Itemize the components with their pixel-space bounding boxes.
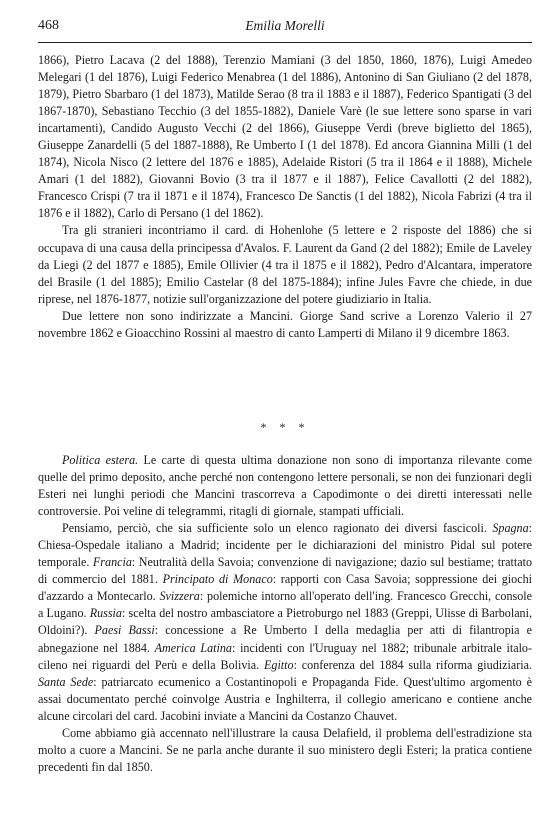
page-number: 468 <box>38 18 59 33</box>
running-title: Emilia Morelli <box>245 18 325 33</box>
paragraph-other-letters: Due lettere non sono indirizzate a Mancini. Giorge Sand scrive a Lorenzo Valerio il 27 novembre 1862 e Gioacchino Rossini al maestro di canto Lamperti di Milano il 9 dicembre 1863. <box>38 308 532 340</box>
page-header <box>38 18 532 40</box>
foreign-policy-label: Politica estera. <box>62 453 139 467</box>
fascicle-text: : Chiesa-Ospedale italiano a Madrid; incidente per le dichiarazioni del ministro Pidal sul potere temporale. <box>38 521 532 570</box>
country-heading: Russia <box>89 606 122 621</box>
section-correspondents <box>38 52 532 342</box>
fascicle-text: : patriarcato ecumenico a Costantinopoli e Propaganda Fide. Quest'ultimo argomento è assai documentato perché coinvolge Austria e Inghilterra, il collegio americano e contiene anche alcune circolari del card. Jacobini inviate a Mancini da Costanzo Chauvet. <box>38 674 532 723</box>
country-heading: Svizzera <box>159 589 200 604</box>
country-heading: Egitto <box>264 657 294 672</box>
paragraph-fascicles-list <box>38 520 532 725</box>
country-heading: Principato di Monaco <box>162 572 273 587</box>
fascicle-text: : scelta del nostro ambasciatore a Pietroburgo nel 1883 (Greppi, Ulisse di Barbolani, Oldoini?). <box>38 606 532 638</box>
fascicle-text: Pensiamo, perciò, che sia sufficiente solo un elenco ragionato dei diversi fascicoli. <box>62 521 493 536</box>
fascicle-text: : rapporti con Casa Savoia; soppressione dei giochi d'azzardo a Montecarlo. <box>38 572 532 604</box>
fascicle-text: : concessione a Re Umberto I della medaglia per atti di filantropia e abnegazione nel 1884. <box>38 623 532 655</box>
header-rule <box>38 42 532 43</box>
fascicle-text: : Neutralità della Savoia; convenzione di navigazione; dazio sul bestiame; trattato di commercio del 1881. <box>38 555 532 587</box>
country-heading: Francia <box>92 555 132 570</box>
fascicle-text: : incidenti con l'Uruguay nel 1882; tribunale arbitrale italo-cileno nei riguardi del Perù e della Bolivia. <box>38 640 533 672</box>
country-heading: Santa Sede <box>38 674 94 689</box>
fascicle-text: : conferenza del 1884 sulla riforma giudiziaria. <box>293 657 532 672</box>
paragraph-correspondents-italian: 1866), Pietro Lacava (2 del 1888), Terenzio Mamiani (3 del 1850, 1860, 1876), Luigi Amedeo Melegari (1 del 1876), Luigi Federico Menabrea (1 del 1886), Antonino di San Giuliano (2 del 1878, 1879), Pietro Sbarbaro (1 del 1873), Matilde Serao (8 tra il 1883 e il 1887), Federico Spantigati (3 del 1867-1870), Sebastiano Tecchio (3 del 1855-1882), Daniele Varè (le sue lettere sono sparse in vari incartamenti), Candido Augusto Vecchi (2 del 1866), Giuseppe Verdi (breve biglietto del 1865), Giuseppe Zanardelli (5 del 1887-1888), Re Umberto I (1 del 1878). Ed ancora Giannina Milli (1 del 1874), Nicola Nisco (2 lettere del 1876 e 1885), Adelaide Ristori (5 tra il 1864 e il 1888), Michele Amari (1 del 1882), Giovanni Bovio (3 tra il 1877 e il 1887), Felice Cavallotti (2 del 1882), Francesco Crispi (7 tra il 1871 e il 1874), Francesco De Sanctis (1 del 1882), Nicola Fabrizi (4 tra il 1876 e il 1882), Carlo di Persano (1 del 1862). <box>38 53 532 221</box>
country-heading: Spagna <box>492 521 529 536</box>
paragraph-foreign-policy-intro <box>38 452 532 520</box>
country-heading: America Latina <box>154 640 232 655</box>
section-separator: * * * <box>260 420 310 434</box>
fascicle-text: : polemiche intorno all'operato dell'ing. Francesco Grecchi, console a Lugano. <box>38 589 532 621</box>
section-foreign-policy <box>38 452 532 776</box>
foreign-policy-intro-text: Le carte di questa ultima donazione non sono di importanza rilevante come quelle del primo deposito, anche perché non contengono lettere personali, se non dei funzionari degli Esteri nei lunghi periodi che Mancini trascorreva a Capodimonte o dei diretti interessati nelle controversie. Poi veline di telegrammi, ritagli di giornale, stampati ufficiali. <box>38 453 532 519</box>
paragraph-extradition: Come abbiamo già accennato nell'illustrare la causa Delafield, il problema dell'estradizione sta molto a cuore a Mancini. Se ne parla anche durante il suo ministero degli Esteri; la pratica contiene precedenti fin dal 1850. <box>38 725 532 774</box>
paragraph-correspondents-foreign: Tra gli stranieri incontriamo il card. di Hohenlohe (5 lettere e 2 risposte del 1886) che si occupava di una causa della principessa d'Avalos. F. Laurent da Gand (2 del 1882); Emile de Laveley da Liegi (2 del 1877 e 1885), Emile Ollivier (4 tra il 1875 e il 1882), Pedro d'Alcantara, imperatore del Brasile (1 del 1885); Emilio Castelar (8 del 1875-1884); infine Jules Favre che chiede, in due riprese, nel 1876-1877, notizie sull'organizzazione del potere giudiziario in Italia. <box>38 223 532 306</box>
country-heading: Paesi Bassi <box>94 623 155 638</box>
